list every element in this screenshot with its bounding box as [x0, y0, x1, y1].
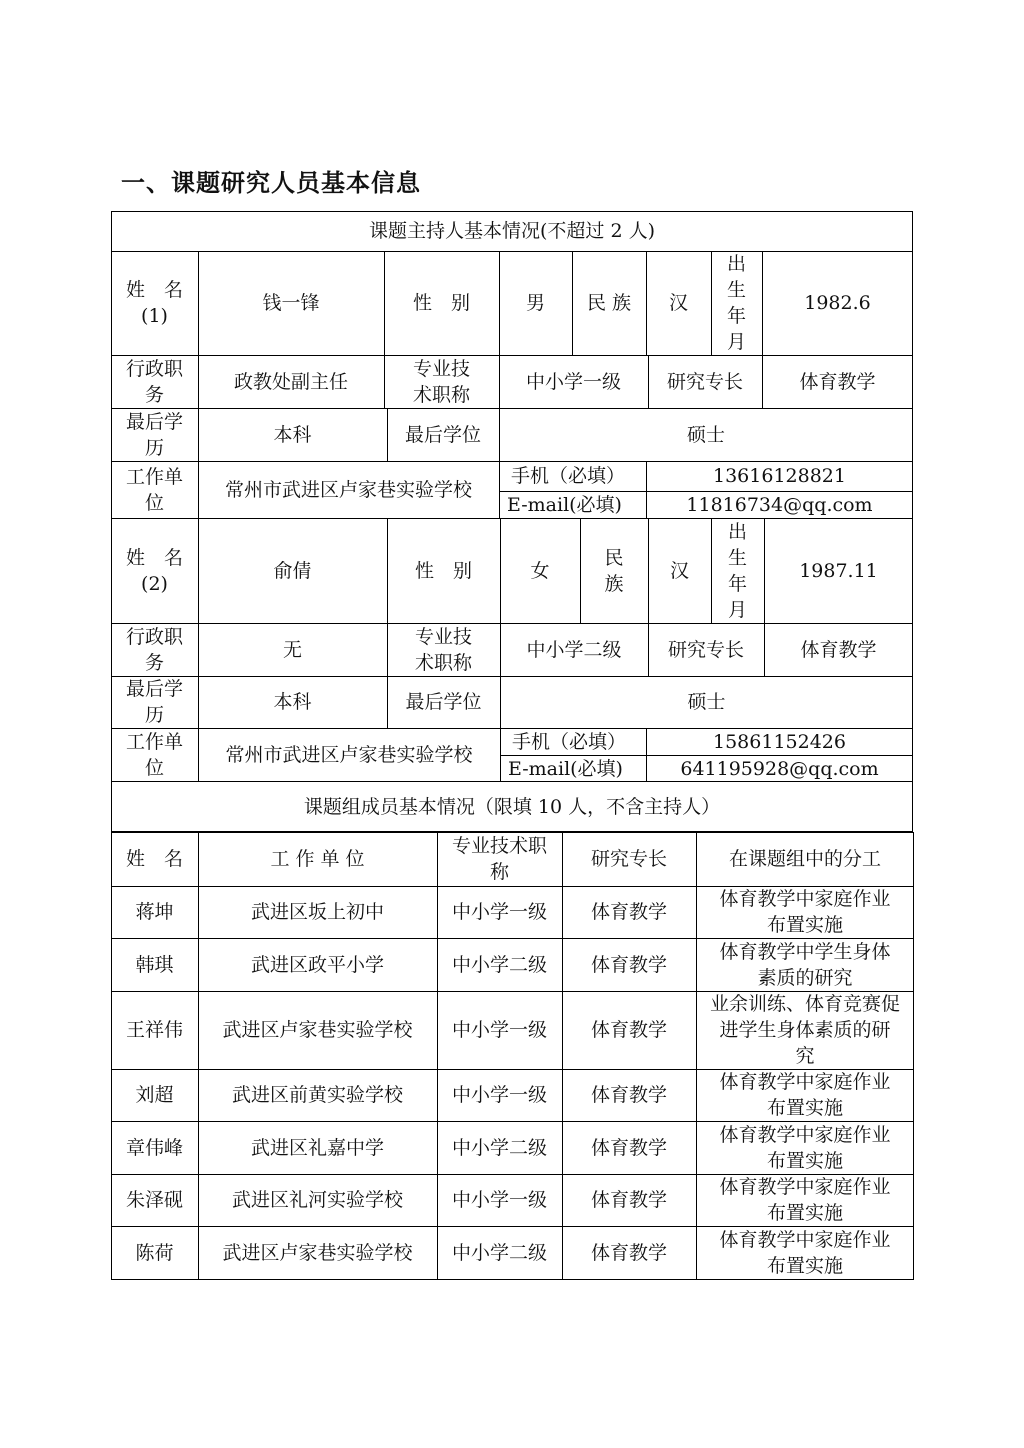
- host1-admin-post-label: 行政职 务: [125, 357, 183, 406]
- member-role: 体育教学中家庭作业 布置实施: [719, 1123, 891, 1172]
- host1-name: 钱一锋: [262, 292, 320, 314]
- member-col-title: 专业技术职 称: [451, 835, 547, 883]
- host1-gender-label: 性 别: [412, 292, 470, 314]
- host2-name: 俞倩: [273, 559, 312, 582]
- member-role: 业余训练、体育竞赛促 进学生身体素质的研 究: [709, 993, 900, 1067]
- host2-education: 本科: [273, 691, 312, 713]
- member-role: 体育教学中家庭作业 布置实施: [719, 1229, 891, 1277]
- host2-email-label: E-mail(必填): [508, 757, 623, 780]
- member-title: 中小学一级: [451, 901, 547, 923]
- host2-unit: 常州市武进区卢家巷实验学校: [225, 744, 473, 766]
- host2-ethnicity: 汉: [669, 559, 689, 582]
- host2-birth: 1987.11: [799, 559, 878, 582]
- member-title: 中小学二级: [451, 953, 547, 976]
- host1-ethnicity: 汉: [668, 292, 688, 314]
- member-specialty: 体育教学: [590, 901, 667, 923]
- member-name: 蒋坤: [135, 901, 174, 923]
- member-col-specialty: 研究专长: [590, 848, 667, 870]
- member-name: 陈荷: [135, 1242, 174, 1264]
- host2-gender-label: 性 别: [414, 559, 472, 582]
- member-title: 中小学二级: [451, 1242, 547, 1264]
- members-section-header: 课题组成员基本情况（限填 10 人，不含主持人）: [303, 795, 721, 818]
- host1-specialty: 体育教学: [799, 370, 876, 393]
- member-role: 体育教学中学生身体 素质的研究: [719, 940, 891, 989]
- host2-unit-label: 工作单 位: [125, 731, 183, 779]
- host1-birth-label: 出 生 年 月: [726, 253, 746, 353]
- member-name: 章伟峰: [125, 1136, 183, 1159]
- member-specialty: 体育教学: [590, 1019, 667, 1041]
- host1-tech-title: 中小学一级: [525, 370, 621, 393]
- member-specialty: 体育教学: [590, 953, 667, 976]
- host1-unit: 常州市武进区卢家巷实验学校: [224, 478, 472, 501]
- member-title: 中小学一级: [451, 1189, 547, 1211]
- member-role: 体育教学中家庭作业 布置实施: [719, 1176, 891, 1224]
- member-unit: 武进区卢家巷实验学校: [222, 1242, 413, 1264]
- member-col-unit: 工 作 单 位: [270, 848, 365, 870]
- host2-tech-title: 中小学二级: [526, 638, 622, 661]
- host2-admin-post: 无: [282, 638, 302, 661]
- member-title: 中小学一级: [451, 1084, 547, 1106]
- member-title: 中小学二级: [451, 1136, 547, 1159]
- host1-gender: 男: [525, 292, 545, 314]
- member-name: 韩琪: [135, 953, 174, 976]
- host2-email: 641195928@qq.com: [680, 757, 879, 780]
- host1-degree-label: 最后学位: [404, 423, 481, 446]
- member-specialty: 体育教学: [590, 1136, 667, 1159]
- host1-name-label: 姓 名 (1): [125, 279, 183, 327]
- member-role: 体育教学中家庭作业 布置实施: [719, 1071, 891, 1119]
- host2-birth-label: 出 生 年 月: [727, 520, 747, 621]
- host-section-header: 课题主持人基本情况(不超过 2 人): [369, 220, 655, 242]
- member-unit: 武进区礼嘉中学: [250, 1136, 384, 1159]
- member-role: 体育教学中家庭作业 布置实施: [719, 888, 891, 936]
- member-unit: 武进区政平小学: [250, 953, 384, 976]
- host2-specialty: 体育教学: [800, 638, 877, 661]
- member-unit: 武进区礼河实验学校: [231, 1189, 403, 1211]
- member-col-role: 在课题组中的分工: [728, 848, 881, 870]
- host1-tech-title-label: 专业技 术职称: [412, 357, 470, 406]
- host2-admin-post-label: 行政职 务: [125, 625, 183, 674]
- host1-email-label: E-mail(必填): [507, 493, 622, 516]
- host1-admin-post: 政教处副主任: [233, 370, 348, 393]
- host2-ethnicity-label: 民 族: [604, 546, 624, 595]
- host1-education-label: 最后学 历: [125, 410, 183, 459]
- host1-email: 11816734@qq.com: [686, 493, 873, 516]
- member-specialty: 体育教学: [590, 1084, 667, 1106]
- host2-degree: 硕士: [687, 691, 726, 713]
- host1-mobile-label: 手机（必填）: [511, 465, 626, 487]
- host2-education-label: 最后学 历: [125, 678, 183, 726]
- member-name: 朱泽砚: [125, 1189, 183, 1211]
- member-col-name: 姓 名: [125, 848, 183, 870]
- member-specialty: 体育教学: [590, 1242, 667, 1264]
- host2-tech-title-label: 专业技 术职称: [414, 625, 472, 674]
- host2-mobile-label: 手机（必填）: [512, 730, 627, 753]
- member-specialty: 体育教学: [590, 1189, 667, 1211]
- section-title: 一、课题研究人员基本信息: [121, 169, 421, 197]
- host1-specialty-label: 研究专长: [666, 370, 743, 393]
- host1-ethnicity-label: 民 族: [586, 292, 632, 314]
- member-name: 王祥伟: [125, 1019, 183, 1041]
- member-unit: 武进区坂上初中: [250, 901, 384, 923]
- host2-gender: 女: [530, 559, 550, 582]
- member-title: 中小学一级: [451, 1019, 547, 1041]
- host2-degree-label: 最后学位: [405, 691, 482, 713]
- host2-name-label: 姓 名 (2): [125, 546, 183, 595]
- host1-unit-label: 工作单 位: [125, 465, 183, 514]
- member-unit: 武进区卢家巷实验学校: [222, 1019, 413, 1041]
- host1-degree: 硕士: [686, 423, 725, 446]
- host1-birth: 1982.6: [804, 292, 871, 314]
- host1-education: 本科: [273, 423, 312, 446]
- host1-mobile: 13616128821: [713, 465, 846, 487]
- host2-specialty-label: 研究专长: [667, 638, 744, 661]
- host2-mobile: 15861152426: [713, 730, 846, 753]
- member-unit: 武进区前黄实验学校: [231, 1084, 403, 1106]
- member-name: 刘超: [135, 1084, 174, 1106]
